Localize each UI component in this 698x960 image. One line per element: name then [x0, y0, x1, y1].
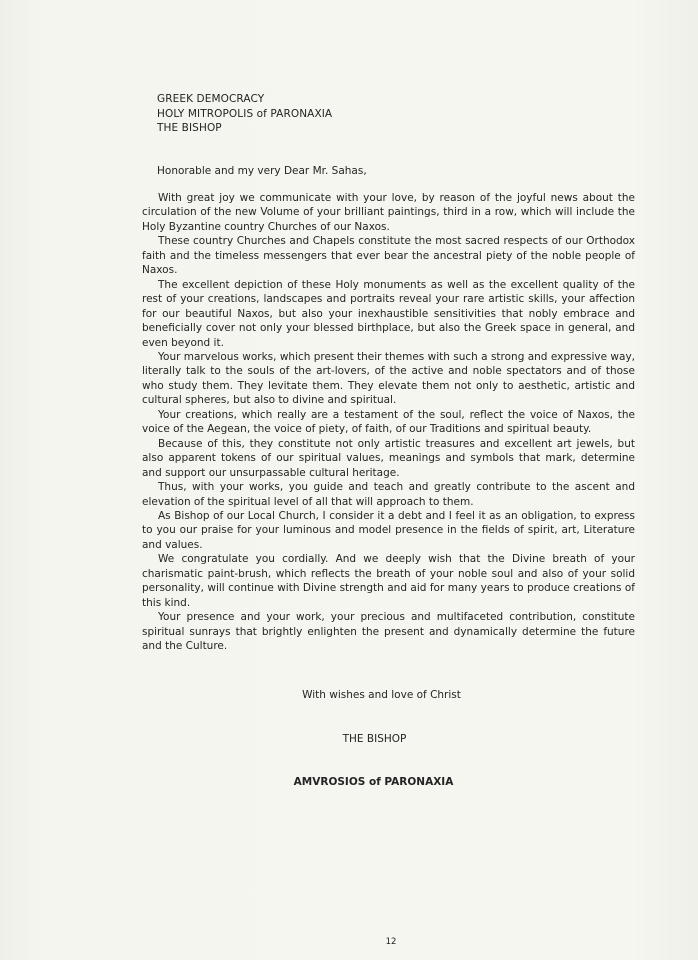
body-paragraph: Your presence and your work, your precious and multifaceted contribution, constitute spiritual sunrays that brightly enlighten the present and dynamically determine the future and the Culture.: [142, 611, 635, 653]
body-paragraph: Your marvelous works, which present their themes with such a strong and expressive way, literally talk to the souls of the art-lovers, of the active and noble spectators and of those who study them. They levitate them. They elevate them not only to aesthetic, artistic and cultural spheres, but also to divine and spiritual.: [142, 350, 635, 407]
body-paragraph: Thus, with your works, you guide and teach and greatly contribute to the ascent and elevation of the spiritual level of all that will approach to them.: [142, 481, 635, 508]
letterhead-line-2: HOLY MITROPOLIS of PARONAXIA: [157, 107, 333, 120]
letterhead-line-3: THE BISHOP: [157, 122, 222, 135]
body-paragraph: Your creations, which really are a testament of the soul, reflect the voice of Naxos, the voice of the Aegean, the voice of piety, of faith, of our Traditions and spiritual beauty.: [142, 408, 635, 436]
body-paragraph: These country Churches and Chapels constitute the most sacred respects of our Orthodox faith and the timeless messengers that ever bear the ancestral piety of the noble people of Naxos.: [142, 235, 635, 277]
letterhead: [157, 92, 332, 136]
body-paragraph: The excellent depiction of these Holy monuments as well as the excellent quality of the rest of your creations, landscapes and portraits reveal your rare artistic skills, your affection for our beautiful Naxos, but also your inexhaustible sensitivities that nobly embrace and beneficially cover not only your blessed birthplace, but also the Greek space in general, and even beyond it.: [142, 278, 635, 349]
signatory-name: AMVROSIOS of PARONAXIA: [293, 776, 454, 788]
letter-body: [142, 191, 635, 654]
signatory-title: THE BISHOP: [342, 733, 407, 745]
salutation: Honorable and my very Dear Mr. Sahas,: [157, 165, 367, 177]
page-number: 12: [385, 937, 397, 947]
body-paragraph: As Bishop of our Local Church, I consider it a debt and I feel it as an obligation, to express to you our praise for your luminous and model presence in the fields of spirit, art, Literature and values.: [142, 509, 635, 551]
closing-wishes: With wishes and love of Christ: [302, 689, 461, 701]
letterhead-line-1: GREEK DEMOCRACY: [157, 93, 265, 105]
body-paragraph: With great joy we communicate with your love, by reason of the joyful news about the circulation of the new Volume of your brilliant paintings, third in a row, which will include the Holy Byzantine country Churches of our Naxos.: [142, 192, 635, 233]
body-paragraph: We congratulate you cordially. And we deeply wish that the Divine breath of your charismatic paint-brush, which reflects the breath of your noble soul and also of your solid personality, will continue with Divine strength and aid for many years to produce creations of this kind.: [142, 553, 635, 609]
body-paragraph: Because of this, they constitute not only artistic treasures and excellent art jewels, but also apparent tokens of our spiritual values, meanings and symbols that mark, determine and support our unsurpassable cultural heritage.: [142, 437, 635, 479]
